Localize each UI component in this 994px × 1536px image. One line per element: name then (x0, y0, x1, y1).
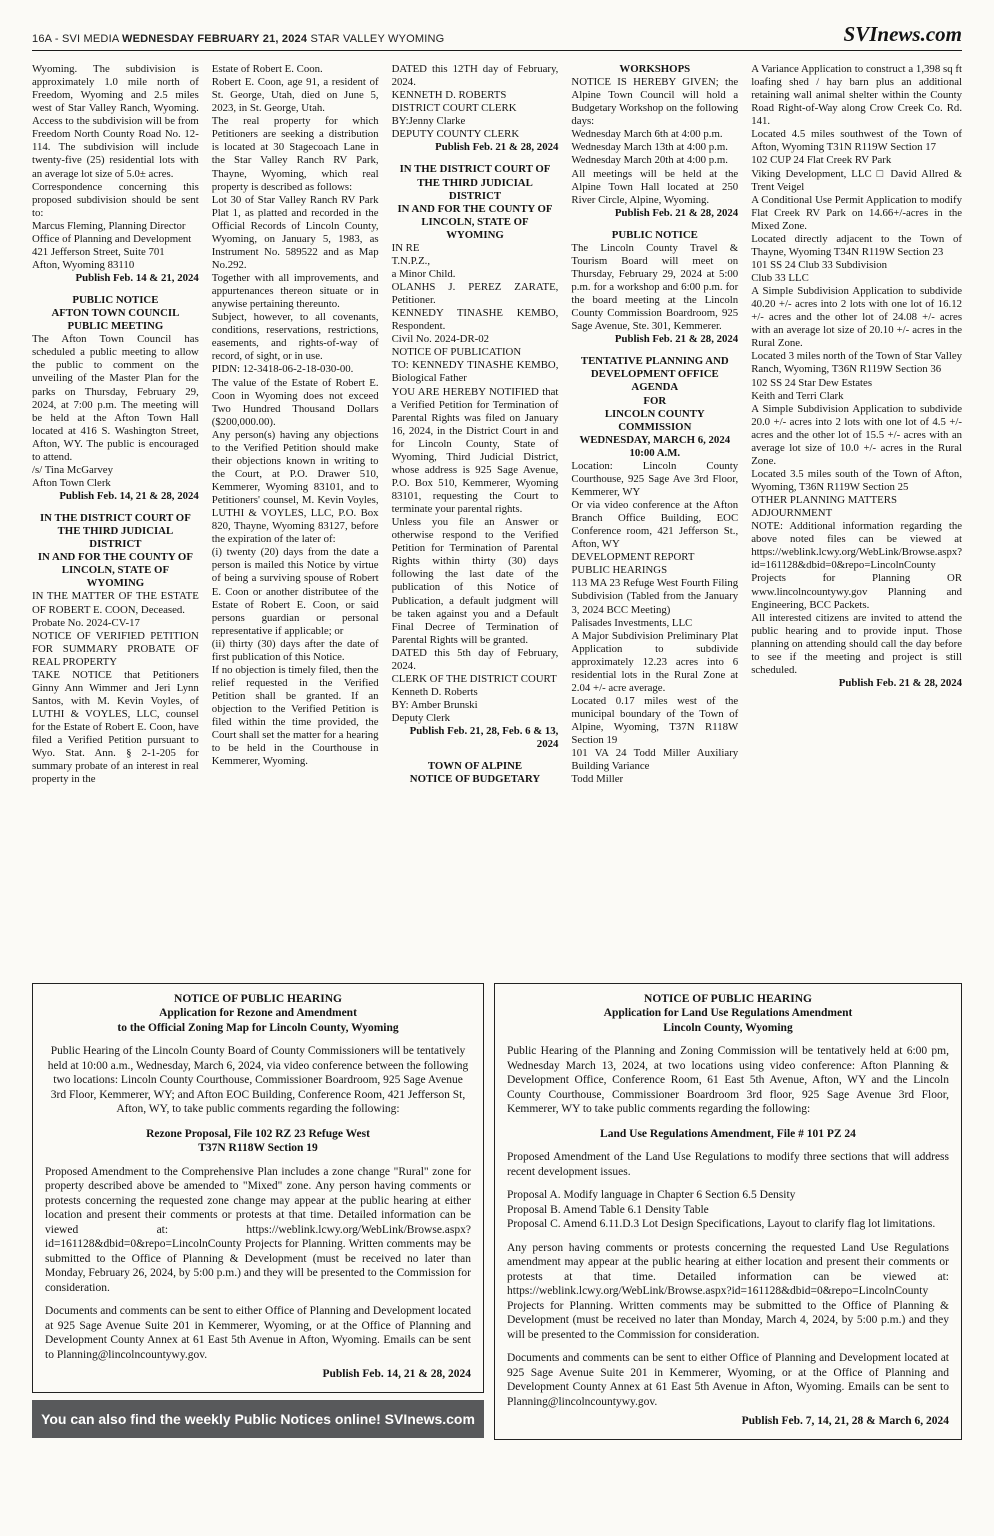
notice-paragraph: Robert E. Coon, age 91, a resident of St. George, Utah, died on June 5, 2023, in St. George, Utah. (211, 76, 379, 115)
notice-paragraph: DEPUTY COUNTY CLERK (391, 128, 520, 141)
notice-paragraph: All meetings will be held at the Alpine Town Hall located at 250 River Circle, Alpine, Wyoming. (571, 167, 739, 206)
notice-column-3 (392, 63, 559, 975)
public-notices-columns (32, 63, 962, 975)
notice-paragraph: 101 VA 24 Todd Miller Auxiliary Building Variance (571, 747, 739, 773)
box-paragraph: Proposal A. Modify language in Chapter 6 Section 6.5 Density (507, 1189, 796, 1202)
notice-paragraph: Located 3 miles north of the Town of Star Valley Ranch, Wyoming, T36N R119W Section 36 (751, 350, 962, 376)
notice-paragraph: Todd Miller (571, 773, 624, 786)
notice-column-2 (212, 63, 379, 975)
box-heading: Land Use Regulations Amendment, File # 101 PZ 24 (600, 1127, 856, 1140)
notice-paragraph: Unless you file an Answer or otherwise respond to the Verified Petition for Termination of Parental Rights within thirty (30) days following the last date of the publication of this Notice of Publication, a default judgment will be taken against you and a Default Final Decree of Termination of Parental Rights will be granted. (391, 516, 559, 646)
notice-paragraph: Located directly adjacent to the Town of Thayne, Wyoming T34N R119W Section 23 (751, 232, 962, 258)
notice-paragraph: Afton Town Clerk (32, 476, 111, 489)
notice-paragraph: Subject, however, to all covenants, conditions, reservations, restrictions, easements, and rights-of-way of record, of sight, or in use. (211, 311, 379, 363)
notice-paragraph: A Major Subdivision Preliminary Plat Application to subdivide approximately 12.23 acres into 6 residential lots in the Rural Zone at 2.04 +/- acre average. (571, 629, 739, 694)
region-label: STAR VALLEY WYOMING (310, 33, 445, 45)
notice-paragraph: YOU ARE HEREBY NOTIFIED that a Verified Petition for Termination of Parental Rights was filed on January 16, 2024, in the District Court in and for Lincoln County, State of Wyoming, Third Judicial District, whose address is 925 Sage Avenue, P.O. Box 510, Kemmerer, Wyoming 83101, requesting the Court to terminate your parental rights. (391, 385, 559, 516)
box-heading: Application for Rezone and Amendment (159, 1007, 357, 1020)
box-paragraph: Proposed Amendment to the Comprehensive Plan includes a zone change "Rural" zone for property described above be amended to "Mixed" zone. Any person having comments or protests concerning the requested zone change may appear at the public hearing at either location and present their comments or protests at that time. Detailed information can be viewed at: https://weblink.lcwy.org/WebLink/Browse.aspx?id=161128&dbid=0&repo=LincolnCounty Projects for Planning. Written comments may be submitted to the Office of Planning & Development (must be received no later than Monday, February 26, 2024, by 5:00 p.m.) and they will be presented to the Commission for consideration. (45, 1165, 471, 1294)
notice-paragraph: 421 Jefferson Street, Suite 701 (32, 245, 165, 258)
masthead-left (32, 33, 444, 45)
notice-paragraph: 102 CUP 24 Flat Creek RV Park (751, 154, 892, 167)
notice-paragraph: Office of Planning and Development (32, 232, 192, 245)
publish-line: Publish Feb. 21 & 28, 2024 (614, 206, 739, 219)
notice-paragraph: The real property for which Petitioners are seeking a distribution is located at 30 Stagecoach Lane in the Star Valley Ranch RV Park, Thayne, Wyoming, which real property is described as follows: (211, 115, 379, 193)
notice-paragraph: Wednesday March 20th at 4:00 p.m. (571, 154, 728, 167)
notice-paragraph: a Minor Child. (391, 267, 456, 280)
notice-paragraph: PIDN: 12-3418-06-2-18-030-00. (211, 363, 354, 376)
box-paragraph: Documents and comments can be sent to either Office of Planning and Development located at 925 Sage Avenue Suite 201 in Kemmerer, Wyoming, or at the Office of Planning and Development County Annex at 61 East 5th Avenue in Afton, Wyoming. Emails can be sent to Planning@lincolncountywy.gov. (507, 1352, 949, 1408)
notice-paragraph: DATED this 12TH day of February, 2024. (391, 63, 559, 89)
notice-paragraph: All interested citizens are invited to attend the public hearing and to provide input. Those planning on attending should call the day before to see if the meeting and project is still scheduled. (751, 611, 962, 676)
notice-paragraph: CLERK OF THE DISTRICT COURT (391, 672, 557, 685)
notice-paragraph: Afton, Wyoming 83110 (32, 258, 135, 271)
notice-column-5 (751, 63, 962, 975)
notice-paragraph: IN THE MATTER OF THE ESTATE OF ROBERT E. COON, Deceased. (32, 590, 199, 616)
notice-heading: NOTICE OF BUDGETARY (409, 773, 541, 786)
notice-paragraph: Wednesday March 6th at 4:00 p.m. (571, 128, 723, 141)
box-paragraph: Proposed Amendment of the Land Use Regulations to modify three sections that will address recent development issues. (507, 1151, 949, 1178)
notice-paragraph: DISTRICT COURT CLERK (391, 102, 517, 115)
publish-line: Publish Feb. 7, 14, 21, 28 & March 6, 2024 (741, 1415, 949, 1428)
notice-heading: TOWN OF ALPINE (427, 760, 523, 773)
publish-line: Publish Feb. 21 & 28, 2024 (435, 141, 559, 154)
notice-paragraph: Lot 30 of Star Valley Ranch RV Park Plat 1, as platted and recorded in the Official Records of Lincoln County, Wyoming, on January 5, 1983, as Instrument No. 589522 and as Map No.292. (211, 193, 379, 271)
notice-heading: IN AND FOR THE COUNTY OF LINCOLN, STATE OF WYOMING (37, 551, 193, 590)
notice-heading: PUBLIC MEETING (67, 320, 164, 333)
masthead (32, 24, 962, 51)
notice-paragraph: BY:Jenny Clarke (391, 115, 466, 128)
notice-paragraph: KENNETH D. ROBERTS (391, 89, 507, 102)
notice-paragraph: Palisades Investments, LLC (571, 616, 693, 629)
notice-heading: IN THE DISTRICT COURT OF THE THIRD JUDICIAL DISTRICT (39, 512, 191, 551)
notice-column-1 (32, 63, 199, 975)
notice-paragraph: Viking Development, LLC □ David Allred & Trent Veigel (751, 167, 962, 193)
notice-paragraph: Probate No. 2024-CV-17 (32, 616, 140, 629)
notice-heading: FOR (643, 394, 667, 407)
bottom-left-stack (32, 983, 484, 1438)
notice-paragraph: TAKE NOTICE that Petitioners Ginny Ann Wimmer and Jeri Lynn Santos, with M. Kevin Voyles, of LUTHI & VOYLES, LLC, counsel for the Estate of Robert E. Coon, have filed a Verified Petition pursuant to Wyo. Stat. Ann. § 2-1-205 for summary probate of an interest in real property in the (32, 668, 199, 786)
website-masthead: SVInews.com (843, 22, 962, 46)
notice-paragraph: 113 MA 23 Refuge West Fourth Filing Subdivision (Tabled from the January 3, 2024 BCC Meeting) (571, 577, 739, 616)
publish-line: Publish Feb. 14 & 21, 2024 (75, 272, 199, 284)
notice-paragraph: A Variance Application to construct a 1,398 sq ft loafing shed / hay barn plus an additional retaining wall animal shelter within the County Road Right-of-Way along Crow Creek Co. Rd. 141. (751, 63, 962, 128)
notice-heading: IN AND FOR THE COUNTY OF LINCOLN, STATE OF WYOMING (397, 202, 553, 241)
notice-heading: WORKSHOPS (619, 63, 691, 75)
box-heading: T37N R118W Section 19 (198, 1142, 318, 1155)
notice-paragraph: KENNEDY TINASHE KEMBO, Respondent. (391, 307, 559, 333)
box-paragraph: Documents and comments can be sent to either Office of Planning and Development located at 925 Sage Avenue Suite 201 in Kemmerer, Wyoming, or at the Office of Planning and Development County Annex at 61 East 5th Avenue in Afton, Wyoming. Emails can be sent to Planning@lincolncountywy.gov. (45, 1305, 471, 1361)
page-number: 16A - SVI MEDIA (32, 33, 119, 45)
land-use-hearing-notice-box (494, 983, 962, 1440)
box-paragraph: Public Hearing of the Planning and Zoning Commission will be tentatively held at 6:00 pm, Wednesday March 13, 2024, at two locations using video conference: Afton Planning & Development Office, Conference Room, 61 East 5th Avenue, Afton, WY and the Lincoln County Courthouse, Commissioner Boardroom 3rd floor, 925 Sage Avenue 3rd Floor, Kemmerer, WY to take public comments regarding the following: (507, 1045, 949, 1116)
notice-paragraph: OLANHS J. PEREZ ZARATE, Petitioner. (391, 281, 559, 307)
publish-line: Publish Feb. 21 & 28, 2024 (838, 676, 962, 689)
notice-heading: PUBLIC NOTICE (611, 228, 698, 241)
publish-line: Publish Feb. 21, 28, Feb. 6 & 13, 2024 (409, 725, 559, 751)
notice-paragraph: A Simple Subdivision Application to subdivide 20.0 +/- acres into 2 lots with one lot of 4.5 +/- acres and the other lot of 15.5 +/- acres with an average lot size of 10.0 +/- acres in the Rural Zone. (751, 402, 962, 467)
notice-paragraph: Correspondence concerning this proposed subdivision should be sent to: (32, 180, 199, 219)
box-paragraph: Proposal B. Amend Table 6.1 Density Table (507, 1203, 709, 1216)
notice-paragraph: Located 4.5 miles southwest of the Town of Afton, Wyoming T31N R119W Section 17 (751, 128, 962, 154)
notice-heading: IN THE DISTRICT COURT OF THE THIRD JUDICIAL DISTRICT (399, 163, 551, 202)
notice-paragraph: ADJOURNMENT (751, 507, 833, 520)
notice-paragraph: The Afton Town Council has scheduled a public meeting to allow the public to comment on the unveiling of the Master Plan for the parks on Thursday, February 29, 2024, at 7:00 p.m. The meeting will be held at the Afton Town Hall located at 416 S. Washington Street, Afton, WY. The public is encouraged to attend. (32, 333, 199, 463)
notice-paragraph: The Lincoln County Travel & Tourism Board will meet on Thursday, February 29, 2024 at 5:00 p.m. for a workshop and 6:00 p.m. for the board meeting at the Lincoln County Commission Boardroom, 925 Sage Avenue, Ste. 301, Kemmerer. (571, 241, 739, 333)
notice-paragraph: NOTICE IS HEREBY GIVEN; the Alpine Town Council will hold a Budgetary Workshop on the following days: (571, 76, 739, 128)
notice-paragraph: Civil No. 2024-DR-02 (391, 333, 490, 346)
box-paragraph: Any person having comments or protests concerning the requested Land Use Regulations amendment may appear at the public hearing at either location and present their comments or protests at that time. Detailed information can be viewed at: https://weblink.lcwy.org/WebLink/Browse.aspx?id=161128&dbid=0&repo=LincolnCounty Projects for Planning. Written comments may be submitted to the Office of Planning & Development (must be received no later than Monday, March 4, 2024, by 5:00 p.m.) and they will be presented to the Commission for consideration. (507, 1241, 949, 1341)
notice-paragraph: NOTICE OF VERIFIED PETITION FOR SUMMARY PROBATE OF REAL PROPERTY (32, 629, 199, 668)
notice-paragraph: BY: Amber Brunski (391, 699, 478, 711)
notice-paragraph: DATED this 5th day of February, 2024. (391, 646, 559, 672)
notice-heading: 10:00 A.M. (629, 446, 681, 459)
publish-line: Publish Feb. 14, 21 & 28, 2024 (59, 490, 199, 502)
notice-paragraph: /s/ Tina McGarvey (32, 463, 113, 476)
notice-heading: AFTON TOWN COUNCIL (51, 307, 180, 320)
notice-paragraph: IN RE (391, 241, 420, 254)
notice-paragraph: Together with all improvements, and appurtenances thereon situate or in anywise pertaining thereunto. (211, 272, 379, 311)
notice-paragraph: Or via video conference at the Afton Branch Office Building, EOC Conference room, 421 Jefferson St., Afton, WY (571, 499, 739, 551)
box-heading: Lincoln County, Wyoming (663, 1021, 793, 1034)
rezone-hearing-notice-box (32, 983, 484, 1393)
box-paragraph: Proposal C. Amend 6.11.D.3 Lot Design Specifications, Layout to clarify flag lot limitations. (507, 1218, 936, 1231)
box-heading: Application for Land Use Regulations Amendment (603, 1007, 853, 1020)
boxed-notices-section (32, 983, 962, 1440)
notice-paragraph: PUBLIC HEARINGS (571, 564, 668, 577)
notice-paragraph: A Conditional Use Permit Application to modify Flat Creek RV Park on 14.66+/-acres in the Mixed Zone. (751, 193, 962, 232)
public-notices-banner: You can also find the weekly Public Notices online! SVInews.com (32, 1400, 484, 1438)
publish-line: Publish Feb. 21 & 28, 2024 (614, 333, 739, 346)
box-heading: Rezone Proposal, File 102 RZ 23 Refuge West (146, 1127, 370, 1140)
notice-paragraph: Wyoming. The subdivision is approximately 1.0 mile north of Freedom, Wyoming and 2.5 miles west of Star Valley Ranch, Wyoming. Access to the subdivision will be from Freedom North County Road No. 12-114. The subdivision will include twenty-five (25) residential lots with an average lot size of 5.0± acres. (32, 63, 199, 180)
notice-paragraph: (i) twenty (20) days from the date a person is mailed this Notice by virtue of being a surviving spouse of Robert E. Coon or another distributee of the Estate of Robert E. Coon, or said persons guardian or personal representative if applicable; or (211, 546, 379, 637)
notice-paragraph: A Simple Subdivision Application to subdivide 40.20 +/- acres into 2 lots with one lot of 16.12 +/- acres and the other lot of 24.08 +/- acres with an average lot size of 20.10 +/- acres in the Rural Zone. (751, 285, 962, 350)
notice-paragraph: TO: KENNEDY TINASHE KEMBO, Biological Father (391, 359, 559, 385)
notice-paragraph: Deputy Clerk (391, 712, 451, 725)
publish-line: Publish Feb. 14, 21 & 28, 2024 (322, 1368, 471, 1381)
notice-paragraph: Estate of Robert E. Coon. (211, 63, 323, 75)
notice-paragraph: Club 33 LLC (751, 272, 809, 284)
box-heading: NOTICE OF PUBLIC HEARING (644, 993, 812, 1005)
box-paragraph-centered: Public Hearing of the Lincoln County Board of County Commissioners will be tentatively held at 10:00 a.m., Wednesday, March 6, 2024, via video conference between the following two locations: Lincoln County Courthouse, Commissioner Boardroom, 925 Sage Avenue 3rd Floor, Kemmerer, WY; and Afton EOC Building, Conference Room, 421 Jefferson St, Afton, WY, to take public comments regarding the following: (47, 1045, 469, 1116)
notice-heading: WEDNESDAY, MARCH 6, 2024 (579, 433, 731, 446)
notice-paragraph: Kenneth D. Roberts (391, 685, 478, 698)
notice-paragraph: Any person(s) having any objections to the Verified Petition should make their objections known in writing to the Court, at P.O. Drawer 510, Kemmerer, Wyoming 83101, and to Petitioners' counsel, M. Kevin Voyles, LUTHI & VOYLES, LLC, P.O. Box 820, Thayne, Wyoming 83127, before the expiration of the later of: (211, 428, 379, 546)
notice-paragraph: 102 SS 24 Star Dew Estates (751, 376, 873, 389)
box-heading: NOTICE OF PUBLIC HEARING (174, 993, 342, 1005)
notice-paragraph: The value of the Estate of Robert E. Coon in Wyoming does not exceed Two Hundred Thousand Dollars ($200,000.00). (211, 376, 379, 428)
notice-paragraph: NOTICE OF PUBLICATION (391, 346, 522, 359)
notice-paragraph: Located 3.5 miles south of the Town of Afton, Wyoming, T36N R119W Section 25 (751, 467, 962, 493)
notice-heading: LINCOLN COUNTY COMMISSION (604, 407, 705, 433)
box-heading: to the Official Zoning Map for Lincoln County, Wyoming (117, 1021, 399, 1034)
notice-paragraph: OTHER PLANNING MATTERS (751, 494, 897, 507)
notice-column-4 (571, 63, 738, 975)
notice-paragraph: T.N.P.Z., (391, 254, 431, 267)
notice-paragraph: Wednesday March 13th at 4:00 p.m. (571, 141, 728, 154)
issue-date: WEDNESDAY FEBRUARY 21, 2024 (122, 33, 308, 45)
notice-paragraph: If no objection is timely filed, then the relief requested in the Verified Petition shall be granted. If an objection to the Verified Petition is filed within the time provided, the Court shall set the matter for a hearing to be held in the Courthouse in Kemmerer, Wyoming. (211, 663, 379, 768)
notice-paragraph: Marcus Fleming, Planning Director (32, 219, 186, 232)
notice-paragraph: 101 SS 24 Club 33 Subdivision (751, 258, 888, 271)
notice-paragraph: Location: Lincoln County Courthouse, 925 Sage Ave 3rd Floor, Kemmerer, WY (571, 459, 739, 498)
notice-paragraph: (ii) thirty (30) days after the date of first publication of this Notice. (211, 637, 379, 663)
notice-paragraph: NOTE: Additional information regarding the above noted files can be viewed at https://weblink.lcwy.org/WebLink/Browse.aspx?id=161128&dbid=0&repo=LincolnCounty Projects for Planning OR www.lincolncountywy.gov Planning and Engineering, BCC Packets. (751, 520, 962, 611)
notice-paragraph: Located 0.17 miles west of the municipal boundary of the Town of Alpine, Wyoming, T37N R118W Section 19 (571, 694, 739, 747)
notice-paragraph: DEVELOPMENT REPORT (571, 551, 695, 564)
notice-heading: TENTATIVE PLANNING AND DEVELOPMENT OFFICE AGENDA (580, 355, 729, 394)
notice-paragraph: Keith and Terri Clark (751, 389, 844, 402)
notice-heading: PUBLIC NOTICE (72, 294, 159, 307)
